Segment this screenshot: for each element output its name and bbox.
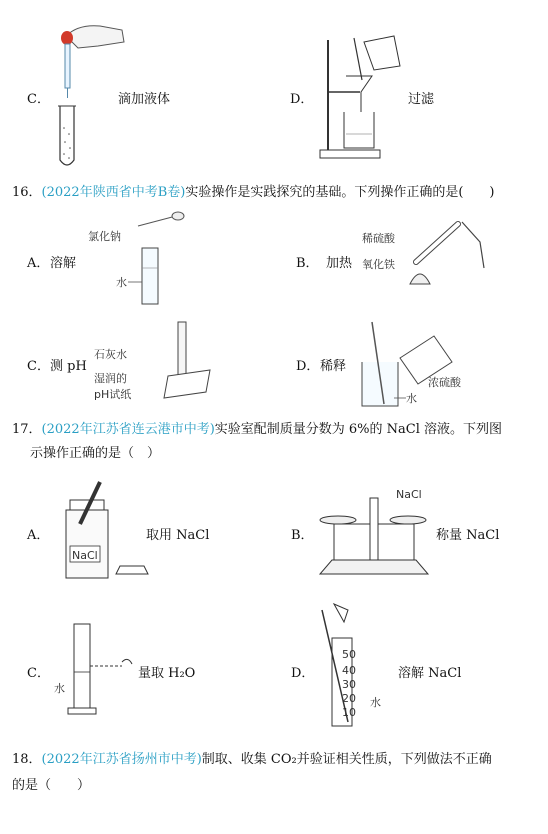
- q17-option-c-label: 量取 H₂O: [138, 666, 196, 681]
- q18-stem-text-1: 制取、收集 CO₂并验证相关性质，下列做法不正确: [201, 752, 492, 767]
- q18-stem-line-1: [12, 750, 492, 770]
- q18-stem-line-2: 的是（ ）: [12, 778, 91, 793]
- q16-option-c-label: 测 pH: [50, 359, 87, 374]
- q17-option-b-letter[interactable]: B．: [291, 528, 314, 543]
- q16-option-a-label: 溶解: [50, 256, 77, 271]
- q16-c-fig-label-1: 石灰水: [94, 348, 127, 361]
- q16-d-fig-label-2: 水: [406, 392, 417, 405]
- q17-option-b-label: 称量 NaCl: [436, 528, 500, 543]
- q17-option-a-label: 取用 NaCl: [146, 528, 210, 543]
- q17-option-a-letter[interactable]: A．: [27, 528, 50, 543]
- q16-option-b-label: 加热: [326, 256, 353, 271]
- dissolving-figure: [84, 208, 204, 308]
- q18-number: 18．: [12, 752, 42, 767]
- q15-option-c-letter[interactable]: C．: [27, 92, 50, 107]
- q16-option-a-letter[interactable]: A．: [27, 256, 50, 271]
- q15-option-d-letter[interactable]: D．: [290, 92, 314, 107]
- filtration-figure: [316, 36, 406, 162]
- q17-d-tick-40: 40: [342, 664, 356, 677]
- q15-option-c-label: 滴加液体: [118, 92, 171, 107]
- q17-source[interactable]: (2022年江苏省连云港市中考): [41, 422, 215, 437]
- ph-test-figure: [94, 318, 214, 408]
- balance-figure: [316, 484, 436, 576]
- q17-d-tick-10: 10: [342, 706, 356, 719]
- q16-source[interactable]: (2022年陕西省中考B卷): [41, 185, 186, 200]
- measuring-cylinder-figure: [50, 620, 150, 718]
- q17-option-c-letter[interactable]: C．: [27, 666, 50, 681]
- q16-stem: [12, 183, 494, 203]
- q17-d-tick-20: 20: [342, 692, 356, 705]
- q17-option-d-label: 溶解 NaCl: [398, 666, 462, 681]
- q17-c-fig-label: 水: [54, 682, 65, 695]
- q16-stem-text: 实验操作是实践探究的基础。下列操作正确的是( ): [185, 185, 495, 200]
- dissolving-in-cylinder-figure: [318, 602, 398, 732]
- dropper-test-tube-figure: [48, 18, 128, 178]
- q15-option-d-label: 过滤: [408, 92, 435, 107]
- q16-a-fig-label-1: 氯化钠: [88, 230, 121, 243]
- q16-option-b-letter[interactable]: B．: [296, 256, 319, 271]
- heating-figure: [362, 212, 492, 298]
- q16-option-c-letter[interactable]: C．: [27, 359, 50, 374]
- q16-option-d-label: 稀释: [320, 359, 347, 374]
- q17-option-d-letter[interactable]: D．: [291, 666, 315, 681]
- q16-number: 16．: [12, 185, 42, 200]
- q18-source[interactable]: (2022年江苏省扬州市中考): [41, 752, 202, 767]
- q17-stem-text-1: 实验室配制质量分数为 6%的 NaCl 溶液。下列图: [214, 422, 503, 437]
- q17-b-fig-label: NaCl: [396, 488, 422, 501]
- q16-b-fig-label-2: 氧化铁: [362, 258, 395, 271]
- q17-d-tick-50: 50: [342, 648, 356, 661]
- q16-c-fig-label-3: pH试纸: [94, 388, 132, 401]
- q17-stem-line-1: [12, 420, 502, 440]
- q17-stem-line-2: 示操作正确的是（ ）: [30, 446, 161, 461]
- q17-d-tick-30: 30: [342, 678, 356, 691]
- q16-a-fig-label-2: 水: [116, 276, 127, 289]
- q17-d-fig-label: 水: [370, 696, 381, 709]
- q16-d-fig-label-1: 浓硫酸: [428, 376, 461, 389]
- dilution-figure: [354, 318, 494, 410]
- q16-option-d-letter[interactable]: D．: [296, 359, 320, 374]
- q16-b-fig-label-1: 稀硫酸: [362, 232, 395, 245]
- q17-a-fig-label: NaCl: [72, 549, 98, 562]
- q16-c-fig-label-2: 湿润的: [94, 372, 127, 385]
- q17-number: 17．: [12, 422, 42, 437]
